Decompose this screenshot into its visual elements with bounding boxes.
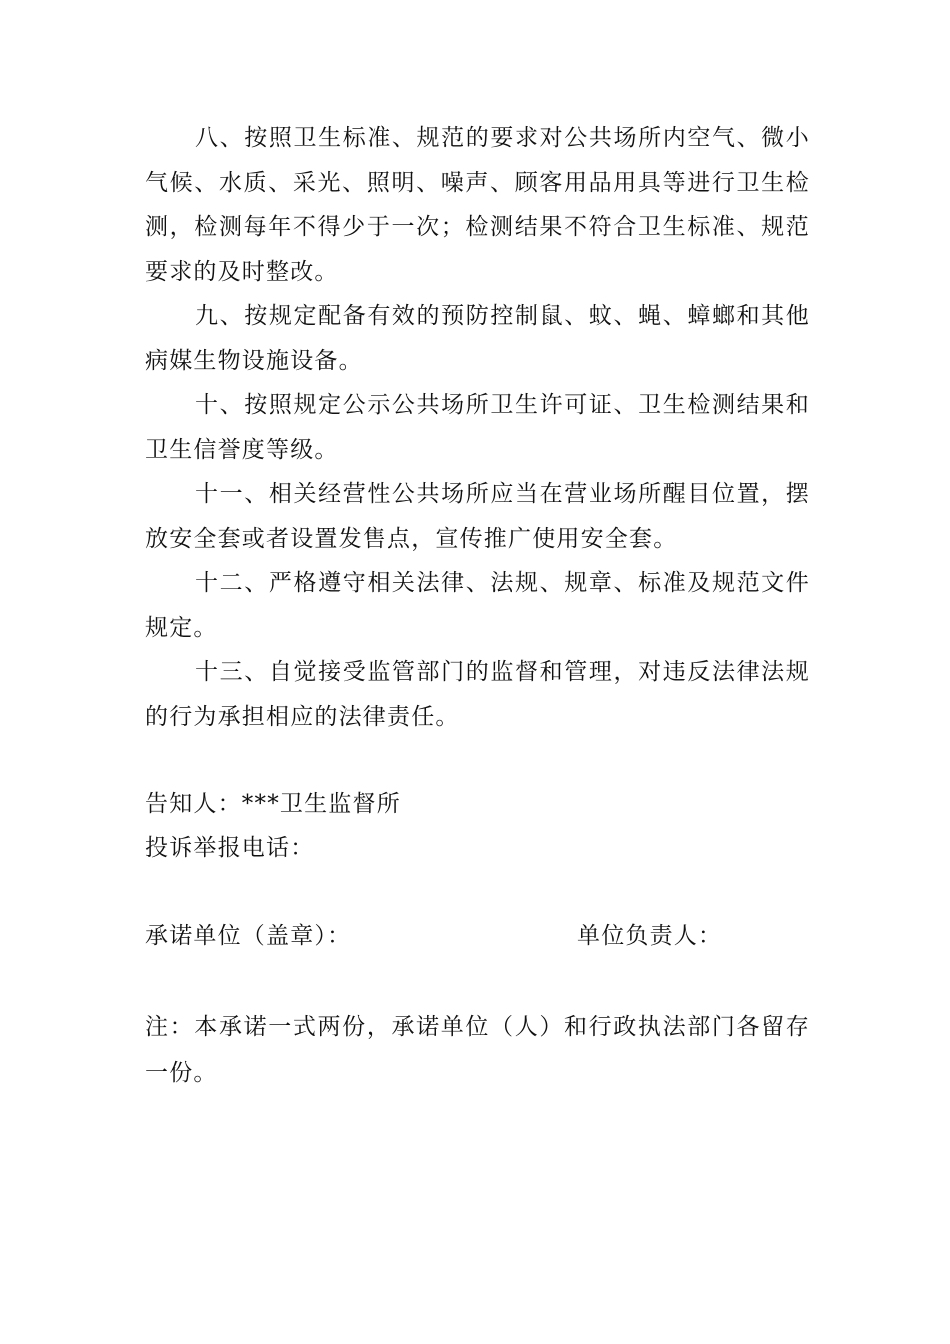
clause-11: 十一、相关经营性公共场所应当在营业场所醒目位置，摆放安全套或者设置发售点，宣传推广使用安全套。 <box>145 481 810 552</box>
clause-9: 九、按规定配备有效的预防控制鼠、蚊、蝇、蟑螂和其他病媒生物设施设备。 <box>145 303 810 374</box>
clause-8: 八、按照卫生标准、规范的要求对公共场所内空气、微小气候、水质、采光、照明、噪声、顾客用品用具等进行卫生检测，检测每年不得少于一次；检测结果不符合卫生标准、规范要求的及时整改。 <box>145 125 810 285</box>
footnote: 注：本承诺一式两份，承诺单位（人）和行政执法部门各留存一份。 <box>145 1014 810 1086</box>
clause-list <box>145 116 810 739</box>
notifier-line: 告知人：***卫生监督所 <box>145 791 401 817</box>
complaint-phone-line: 投诉举报电话： <box>145 835 315 861</box>
clause-10: 十、按照规定公示公共场所卫生许可证、卫生检测结果和卫生信誉度等级。 <box>145 392 810 463</box>
pledge-unit-label: 承诺单位（盖章）： <box>145 923 352 949</box>
signature-row <box>145 914 810 958</box>
unit-responsible-label: 单位负责人： <box>577 923 723 949</box>
notice-block <box>145 782 810 870</box>
clause-12: 十二、严格遵守相关法律、法规、规章、标准及规范文件规定。 <box>145 570 810 641</box>
clause-13: 十三、自觉接受监管部门的监督和管理，对违反法律法规的行为承担相应的法律责任。 <box>145 659 810 730</box>
